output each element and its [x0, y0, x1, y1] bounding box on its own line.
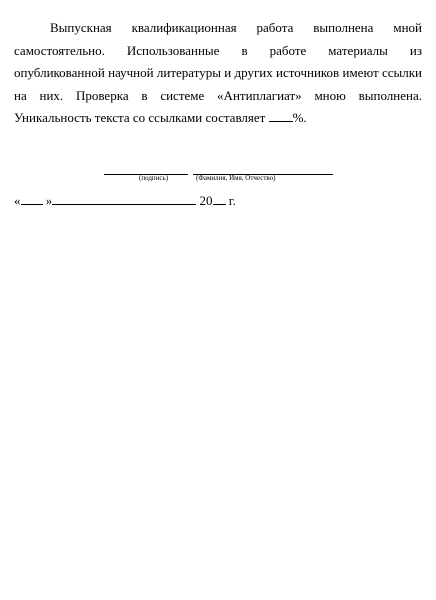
date-line [14, 192, 236, 210]
year-blank [213, 192, 226, 205]
date-close-quote: » [45, 193, 53, 208]
year-suffix: г. [228, 193, 236, 208]
signature-block [0, 165, 436, 185]
full-name-caption: (Фамилия, Имя, Отчество) [196, 174, 276, 182]
month-blank [52, 192, 196, 205]
declaration-paragraph [14, 17, 422, 130]
declaration-text: Выпускная квалификационная работа выполнена мной самостоятельно. Использованные в работе материалы из опубликованной научной литературы и других источников имеют ссылки на них. Проверка в системе «Антиплагиат» мною выполнена. Уникальность текста со ссылками составляет [14, 20, 422, 125]
year-prefix: 20 [199, 193, 213, 208]
date-open-quote: « [14, 193, 21, 208]
signature-caption: (подпись) [139, 174, 169, 182]
percent-suffix: %. [292, 110, 307, 125]
uniqueness-percent-blank [269, 109, 293, 122]
day-blank [21, 192, 43, 205]
